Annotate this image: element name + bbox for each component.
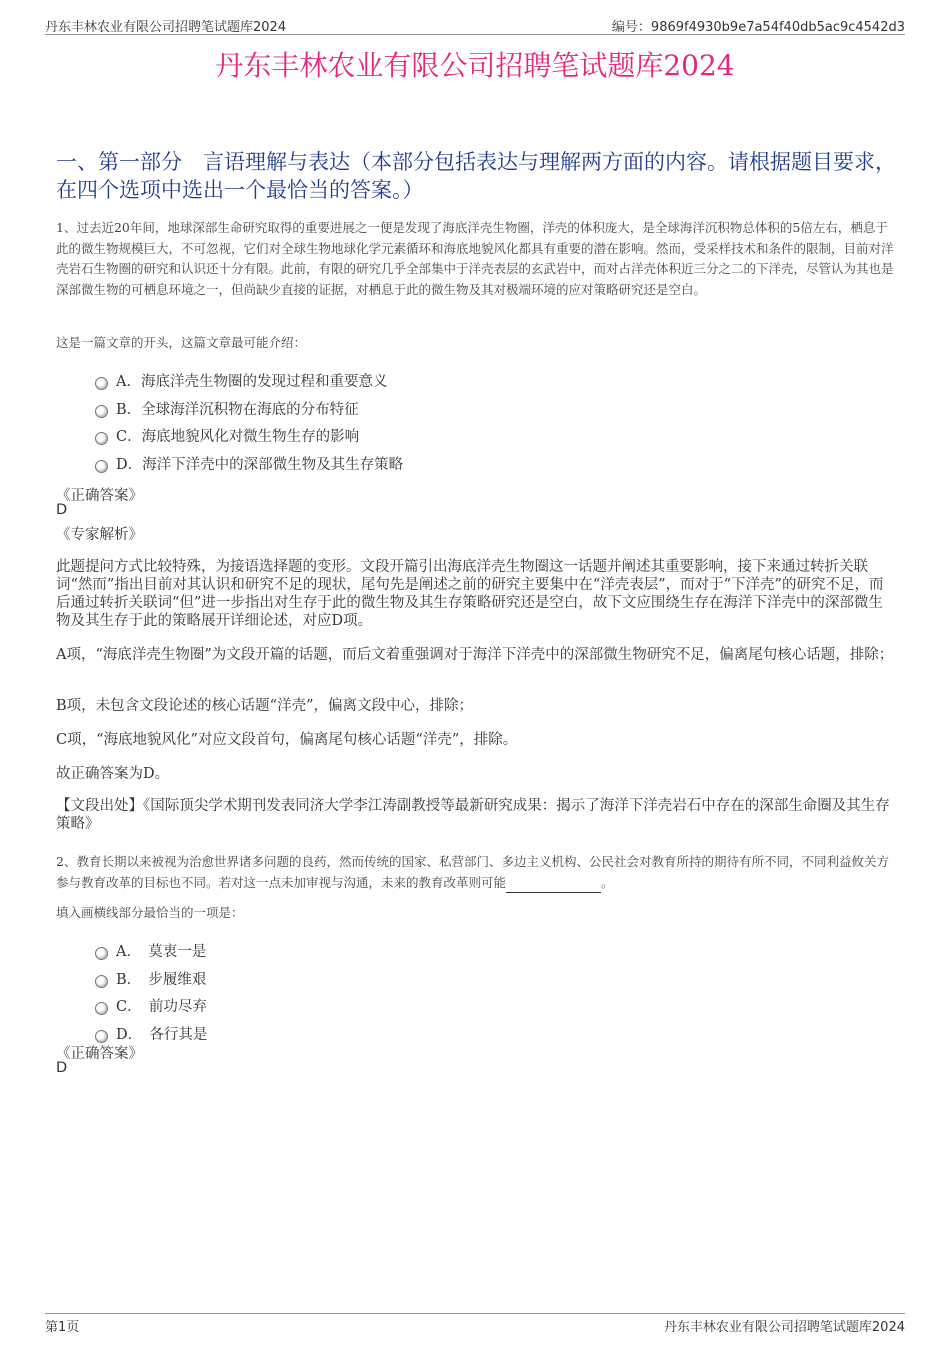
q1-analysis-option-a: A项，“海底洋壳生物圈”为文段开篇的话题，而后文着重强调对于海洋下洋壳中的深部微生物研究不足，偏离尾句核心话题，排除； <box>56 647 894 663</box>
radio-icon[interactable] <box>95 377 108 390</box>
q1-option-a[interactable]: A．海底洋壳生物圈的发现过程和重要意义 <box>95 370 387 391</box>
question-1-text: 1、过去近20年间，地球深部生命研究取得的重要进展之一便是发现了海底洋壳生物圈，洋壳的体积庞大，是全球海洋沉积物总体积的5倍左右，栖息于此的微生物规模巨大，不可忽视，它们对全球生物地球化学元素循环和海底地貌风化都具有重要的潜在影响。然而，受采样技术和条件的限制，目前对洋壳岩石生物圈的研究和认识还十分有限。此前，有限的研究几乎全部集中于洋壳表层的玄武岩中，而对占洋壳体积近三分之二的下洋壳，尽管认为其也是深部微生物的可栖息环境之一，但尚缺少直接的证据，对栖息于此的微生物及其对极端环境的应对策略研究还是空白。 <box>56 220 894 297</box>
q1-source: 【文段出处】《国际顶尖学术期刊发表同济大学李江涛副教授等最新研究成果：揭示了海洋下洋壳岩石中存在的深部生命圈及其生存策略》 <box>56 798 890 832</box>
radio-icon[interactable] <box>95 975 108 988</box>
answer-blank <box>506 880 601 893</box>
radio-icon[interactable] <box>95 432 108 445</box>
footer-doc-title: 丹东丰林农业有限公司招聘笔试题库2024 <box>663 1320 905 1335</box>
q1-analysis-conclusion: 故正确答案为D。 <box>56 766 170 782</box>
q2-option-a[interactable]: A． 莫衷一是 <box>95 940 206 961</box>
question-1-prompt: 这是一篇文章的开头，这篇文章最可能介绍： <box>56 335 307 350</box>
page-footer <box>45 1313 905 1335</box>
q1-option-c[interactable]: C．海底地貌风化对微生物生存的影响 <box>95 425 359 446</box>
q1-analysis-option-c: C项，“海底地貌风化”对应文段首句，偏离尾句核心话题“洋壳”，排除。 <box>56 732 518 748</box>
question-2-text: 2、教育长期以来被视为治愈世界诸多问题的良药，然而传统的国家、私营部门、多边主义机构、公民社会对教育所持的期待有所不同，不同利益攸关方参与教育改革的目标也不同。若对这一点未加审视与沟通，未来的教育改革则可能 。 <box>56 852 896 893</box>
q1-analysis-label: 《专家解析》 <box>56 527 143 543</box>
radio-icon[interactable] <box>95 405 108 418</box>
q1-analysis-paragraph: 此题提问方式比较特殊，为接语选择题的变形。文段开篇引出海底洋壳生物圈这一话题并阐述其重要影响，接下来通过转折关联词“然而”指出目前对其认识和研究不足的现状，尾句先是阐述之前的研究主要集中在“洋壳表层”，而对于“下洋壳”的研究不足，而后通过转折关联词“但”进一步指出对生存于此的微生物及其生存策略研究还是空白，故下文应围绕生存在海洋下洋壳中的深部微生物及其生存于此的策略展开详细论述，对应D项。 <box>56 559 884 629</box>
radio-icon[interactable] <box>95 947 108 960</box>
radio-icon[interactable] <box>95 1002 108 1015</box>
q2-option-b[interactable]: B． 步履维艰 <box>95 968 206 989</box>
page-number: 第1页 <box>45 1320 80 1335</box>
section-heading: 一、第一部分 言语理解与表达（本部分包括表达与理解两方面的内容。请根据题目要求，在四个选项中选出一个最恰当的答案。） <box>56 150 896 202</box>
header-doc-id: 编号：9869f4930b9e7a54f40db5ac9c4542d3 <box>611 20 905 35</box>
q1-option-b[interactable]: B．全球海洋沉积物在海底的分布特征 <box>95 398 359 419</box>
radio-icon[interactable] <box>95 460 108 473</box>
page-header <box>45 14 905 35</box>
header-doc-title: 丹东丰林农业有限公司招聘笔试题库2024 <box>45 20 287 35</box>
q2-answer-label: 《正确答案》 <box>56 1046 143 1062</box>
q2-option-d[interactable]: D． 各行其是 <box>95 1023 207 1044</box>
q1-option-d[interactable]: D．海洋下洋壳中的深部微生物及其生存策略 <box>95 453 403 474</box>
q2-answer: D <box>56 1060 68 1076</box>
q1-answer: D <box>56 502 68 518</box>
q1-analysis-option-b: B项，未包含文段论述的核心话题“洋壳”，偏离文段中心，排除； <box>56 698 473 714</box>
q2-option-c[interactable]: C． 前功尽弃 <box>95 995 207 1016</box>
q1-answer-label: 《正确答案》 <box>56 488 143 504</box>
question-2-prompt: 填入画横线部分最恰当的一项是： <box>56 905 244 920</box>
page-title: 丹东丰林农业有限公司招聘笔试题库2024 <box>215 49 735 82</box>
